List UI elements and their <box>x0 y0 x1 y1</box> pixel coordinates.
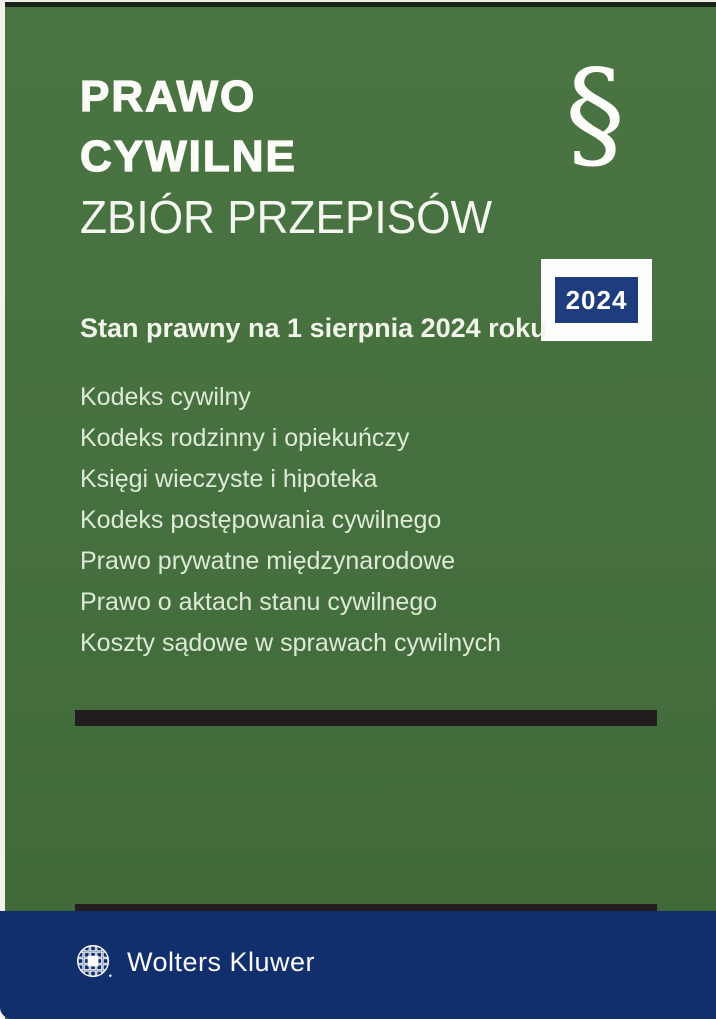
title-block <box>80 67 509 248</box>
year-badge-label: 2024 <box>565 284 628 315</box>
contents-item: Prawo prywatne międzynarodowe <box>80 547 456 575</box>
contents-item: Kodeks postępowania cywilnego <box>80 506 442 534</box>
legal-status-line: Stan prawny na 1 sierpnia 2024 roku <box>80 313 547 343</box>
cover-background <box>5 2 716 1019</box>
contents-item: Księgi wieczyste i hipoteka <box>80 465 378 493</box>
contents-item: Kodeks rodzinny i opiekuńczy <box>80 424 410 452</box>
publisher-name: Wolters Kluwer <box>127 946 316 977</box>
wolters-kluwer-logo-icon <box>75 943 113 981</box>
divider-bar-upper <box>75 710 657 726</box>
year-badge-frame <box>541 259 652 341</box>
paragraph-section-icon: § <box>565 45 625 184</box>
year-badge <box>555 277 638 323</box>
title-line-1: PRAWO <box>80 72 257 121</box>
publisher-footer <box>0 911 716 1019</box>
contents-item: Koszty sądowe w sprawach cywilnych <box>80 629 501 657</box>
publisher-brand <box>75 943 315 981</box>
title-line-2: CYWILNE <box>80 132 297 181</box>
contents-item: Kodeks cywilny <box>80 383 251 411</box>
subtitle: ZBIÓR PRZEPISÓW <box>80 191 493 243</box>
contents-item: Prawo o aktach stanu cywilnego <box>80 588 438 616</box>
contents-list <box>80 377 501 664</box>
